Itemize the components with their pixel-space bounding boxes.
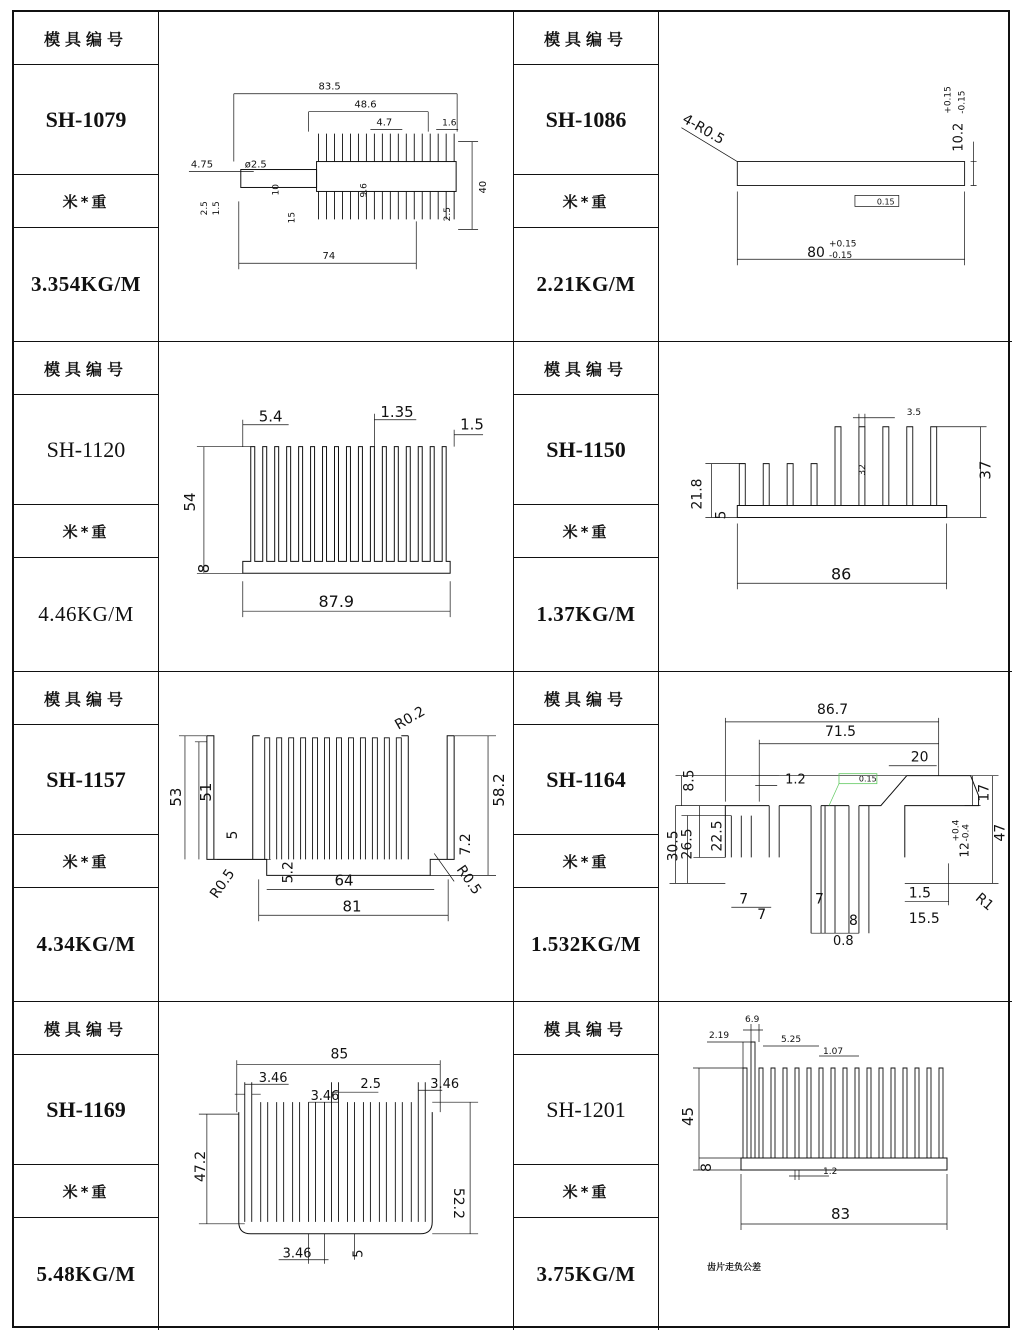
product-code: SH-1150 [514, 395, 658, 505]
dim-label: 86 [831, 564, 852, 584]
label-column [514, 672, 659, 1002]
dim-label: 1.07 [823, 1047, 844, 1057]
drawing-sh-1201 [659, 1002, 1012, 1330]
dim-label: +0.15 [943, 86, 954, 114]
dim-label: 10.2 [951, 122, 967, 152]
dim-label: 10 [271, 184, 282, 196]
dim-label: 0.15 [876, 197, 895, 207]
weight-header: 米*重 [14, 505, 158, 558]
mold-no-header: 模具编号 [514, 12, 658, 65]
dim-label: 3.5 [906, 407, 922, 418]
dim-label: 1.5 [211, 201, 222, 216]
dim-label: 2.19 [709, 1031, 730, 1041]
profile-drawing [659, 12, 1012, 341]
dim-label: +0.4 [951, 819, 962, 842]
weight-value: 3.354KG/M [30, 272, 142, 296]
dim-label: 21.8 [689, 478, 706, 510]
weight-value: 5.48KG/M [36, 1261, 136, 1286]
weight-value: 4.34KG/M [36, 932, 136, 956]
dim-label: 53 [166, 787, 185, 807]
dim-label: 80 [807, 245, 825, 262]
dim-label: R0.2 [392, 703, 428, 734]
dim-label: 0.8 [833, 934, 854, 950]
profile-drawing [659, 672, 1012, 1001]
drawing-sh-1086 [659, 12, 1012, 342]
dim-label: 3.46 [258, 1071, 288, 1087]
dim-label: 5.4 [258, 407, 283, 426]
dim-label: 45 [679, 1106, 697, 1126]
weight-header: 米*重 [514, 175, 658, 228]
dim-label: 3.46 [282, 1246, 312, 1262]
dim-label: 2.5 [443, 207, 454, 222]
dim-label: 5 [713, 510, 730, 520]
dim-label: 3.46 [430, 1077, 460, 1093]
dim-label: 4-R0.5 [679, 111, 728, 149]
dim-label: 8.5 [681, 769, 698, 792]
dim-label: 86.7 [817, 701, 849, 718]
dim-label: 87.9 [318, 592, 355, 612]
label-column [14, 672, 159, 1002]
weight-header: 米*重 [14, 175, 158, 228]
product-code: SH-1169 [14, 1055, 158, 1165]
dim-label: 52.2 [450, 1187, 467, 1220]
dim-label: 3.46 [310, 1089, 340, 1105]
dim-label: 7 [815, 891, 824, 908]
dim-label: 1.2 [785, 772, 806, 788]
dim-label: -0.4 [961, 823, 972, 842]
mold-no-header: 模具编号 [14, 12, 158, 65]
dim-label: 47.2 [192, 1150, 209, 1182]
catalog-sheet [12, 10, 1010, 1328]
weight-value: 3.75KG/M [536, 1261, 636, 1286]
dim-label: ø2.5 [244, 159, 267, 171]
dim-label: 22.5 [709, 820, 726, 852]
dim-label: 48.6 [354, 99, 377, 111]
dim-label: 15.5 [908, 911, 940, 928]
weight-value: 2.21KG/M [536, 272, 636, 296]
dim-label: 7.2 [458, 833, 475, 856]
product-code: SH-1079 [14, 65, 158, 175]
dim-label: 8 [848, 913, 858, 930]
weight-value: 1.532KG/M [530, 932, 642, 956]
label-column [14, 342, 159, 672]
dim-label: 58.2 [489, 773, 508, 807]
weight-header: 米*重 [514, 1165, 658, 1218]
dim-label: 40 [478, 180, 490, 194]
dim-label: 83 [831, 1205, 851, 1223]
dim-label: 7 [739, 891, 749, 908]
mold-no-header: 模具编号 [514, 1002, 658, 1055]
dim-label: 4.7 [376, 117, 393, 129]
weight-header: 米*重 [14, 835, 158, 888]
tolerance-note: 齿片走负公差 [707, 1263, 762, 1273]
drawing-sh-1150 [659, 342, 1012, 672]
dim-label: 6.9 [745, 1015, 760, 1025]
profile-drawing [659, 1002, 1012, 1330]
dim-label: 12 [957, 842, 972, 858]
dim-label: R1 [972, 890, 997, 915]
product-code: SH-1086 [514, 65, 658, 175]
dim-label: 1.35 [380, 402, 414, 421]
dim-label: 51 [196, 782, 215, 802]
profile-drawing [159, 1002, 513, 1330]
mold-no-header: 模具编号 [514, 672, 658, 725]
dim-label: 8 [699, 1163, 715, 1172]
product-code: SH-1157 [14, 725, 158, 835]
dim-label: 0.15 [858, 774, 877, 784]
dim-label: 47 [992, 823, 1009, 842]
dim-label: 37 [976, 460, 995, 480]
dim-label: -0.15 [957, 90, 968, 114]
mold-no-header: 模具编号 [14, 672, 158, 725]
dim-label: 20 [910, 749, 929, 766]
dim-label: 17 [976, 783, 993, 802]
weight-value: 1.37KG/M [536, 602, 636, 626]
profile-drawing [159, 672, 513, 1001]
dim-label: R0.5 [452, 862, 485, 898]
dim-label: 81 [342, 897, 362, 916]
dim-label: 1.2 [823, 1167, 838, 1177]
label-column [14, 1002, 159, 1330]
label-column [14, 12, 159, 342]
product-code: SH-1120 [14, 395, 158, 505]
dim-label: 5.25 [781, 1035, 802, 1045]
mold-no-header: 模具编号 [14, 342, 158, 395]
dim-label: 1.5 [460, 415, 484, 434]
mold-no-header: 模具编号 [14, 1002, 158, 1055]
dim-label: 83.5 [318, 81, 341, 93]
product-code: SH-1164 [514, 725, 658, 835]
mold-no-header: 模具编号 [514, 342, 658, 395]
label-column [514, 1002, 659, 1330]
dim-label: -0.15 [829, 251, 853, 262]
drawing-sh-1157 [159, 672, 514, 1002]
dim-label: 54 [180, 492, 199, 512]
dim-label: R0.5 [207, 866, 239, 902]
drawing-sh-1169 [159, 1002, 514, 1330]
dim-label: 1.6 [442, 118, 457, 129]
weight-header: 米*重 [514, 505, 658, 558]
product-code: SH-1201 [514, 1055, 658, 1165]
drawing-sh-1164 [659, 672, 1012, 1002]
dim-label: 1.5 [908, 885, 931, 902]
dim-label: +0.15 [829, 239, 857, 250]
weight-value: 4.46KG/M [38, 602, 134, 626]
dim-label: 30.5 [665, 830, 682, 862]
dim-label: 85 [330, 1046, 349, 1063]
dim-label: 9.6 [359, 183, 370, 198]
dim-label: 5.2 [280, 861, 297, 884]
profile-drawing [659, 342, 1012, 671]
dim-label: 64 [334, 871, 354, 890]
dim-label: 74 [322, 251, 336, 263]
dim-label: 26.5 [679, 828, 696, 860]
profile-drawing [159, 342, 513, 671]
weight-header: 米*重 [14, 1165, 158, 1218]
dim-label: 5 [351, 1249, 367, 1258]
weight-header: 米*重 [514, 835, 658, 888]
dim-label: 2.5 [199, 201, 210, 216]
label-column [514, 342, 659, 672]
drawing-sh-1079 [159, 12, 514, 342]
dim-label: 4.75 [190, 159, 214, 171]
drawing-sh-1120 [159, 342, 514, 672]
profile-drawing [159, 12, 513, 341]
dim-label: 7 [757, 907, 767, 924]
dim-label: 71.5 [825, 723, 857, 740]
dim-label: 5 [224, 830, 241, 840]
dim-label: 2.5 [360, 1077, 382, 1093]
label-column [514, 12, 659, 342]
dim-label: 15 [287, 211, 298, 224]
dim-label: 32 [857, 464, 868, 476]
dim-label: 8 [194, 563, 213, 574]
